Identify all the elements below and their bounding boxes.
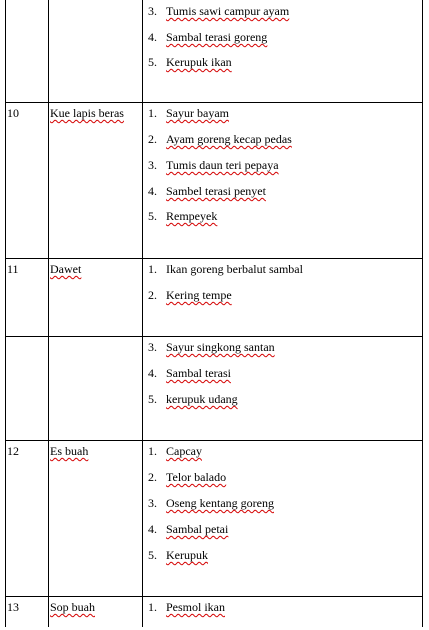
dessert-name: Kue lapis beras [50, 106, 124, 120]
row-divider [5, 258, 423, 259]
row-number: 12 [7, 444, 19, 458]
row-divider [5, 440, 423, 441]
menu-table: 3. Tumis sawi campur ayam 4. Sambal terasi goreng 5. Kerupuk ikan 10 Kue lapis beras 1. Sayur bayam 2. Ayam goreng kecap pedas 3. Tumis daun teri pepaya 4. Sambel terasi penyet 5. Rempeyek 11 Dawet 1. Ikan goreng berbalut sambal 2. Kering tempe 3. Sayur singkong santan 4. Sambal terasi 5. kerupuk udang 12 Es buah 1. Capcay 2. Telor balado 3. Oseng kentang goreng 4. Sambal petai 5. Kerupuk 13 Sop buah 1. Pesmol ikan [5, 0, 423, 630]
dessert-name: Sop buah [50, 600, 95, 614]
dessert-name: Dawet [50, 262, 82, 276]
table-border-col2 [142, 0, 143, 627]
row-divider [5, 336, 423, 337]
dessert-name: Es buah [50, 444, 89, 458]
table-border-left [5, 0, 6, 627]
table-border-col1 [48, 0, 49, 627]
row-divider [5, 596, 423, 597]
row-number: 13 [7, 600, 19, 614]
row-divider [5, 102, 423, 103]
row-number: 11 [7, 262, 19, 276]
table-border-right [422, 0, 423, 627]
row-number: 10 [7, 106, 19, 120]
